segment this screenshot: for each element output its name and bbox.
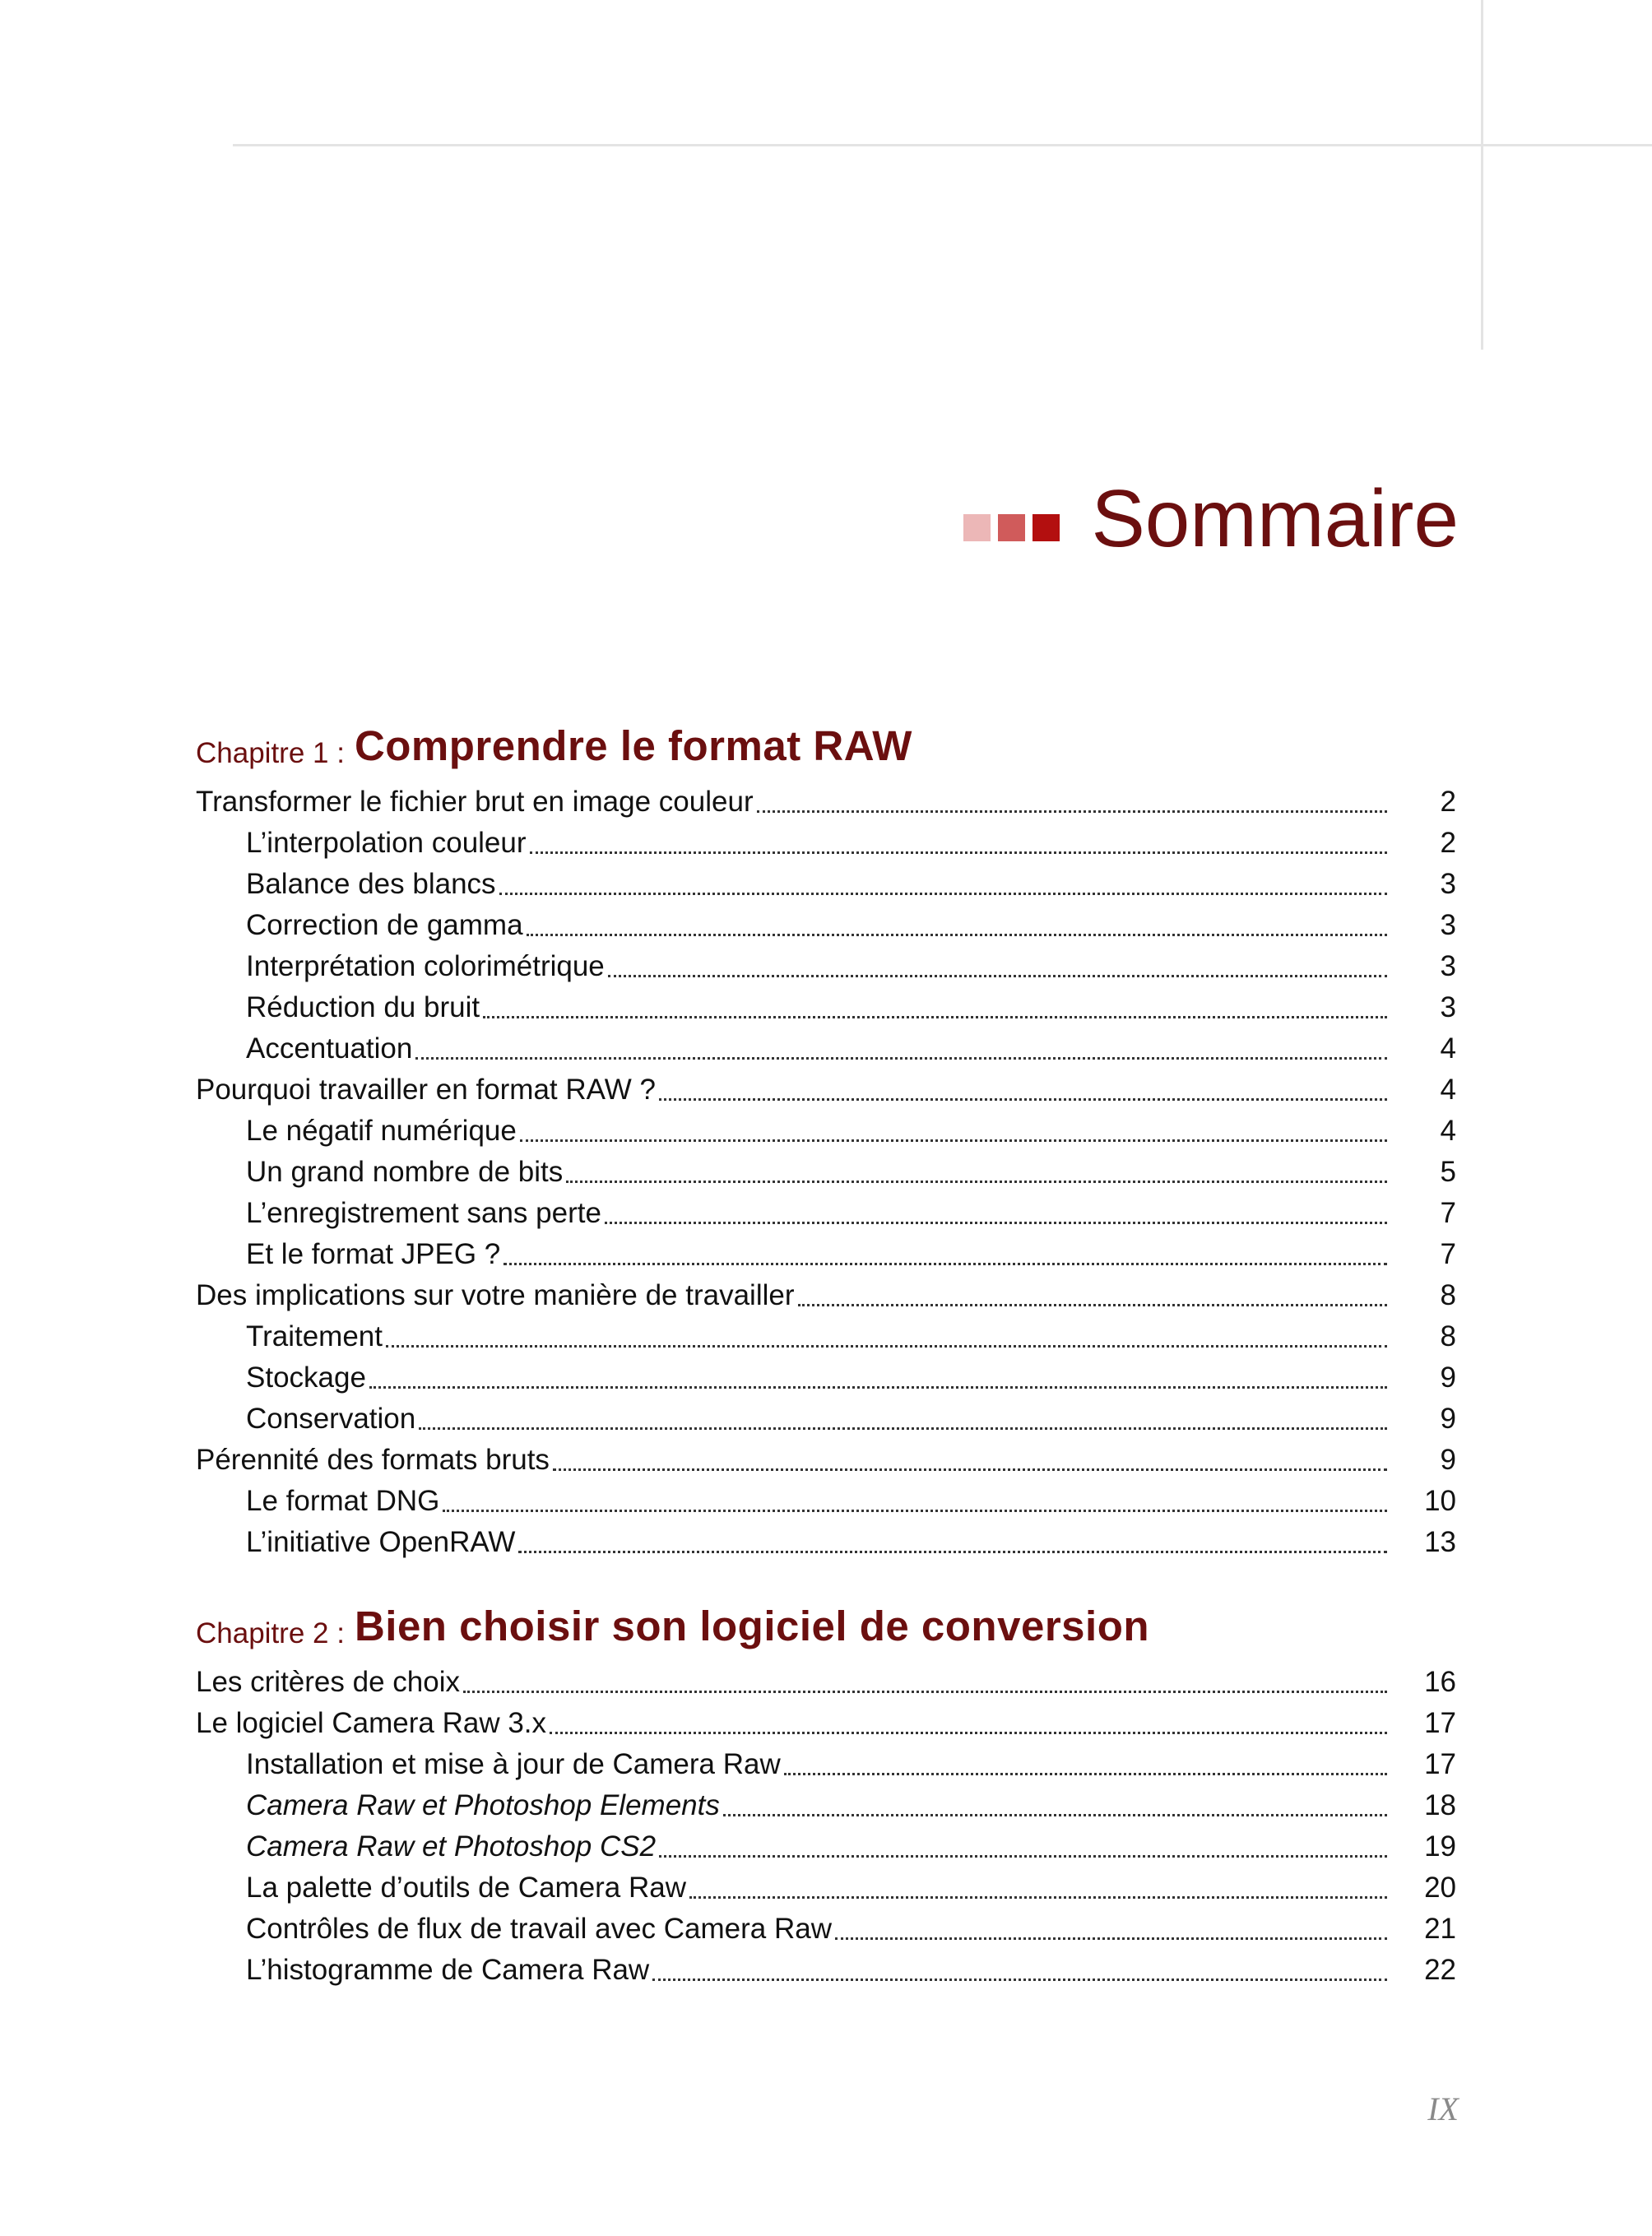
dot-leader	[553, 1468, 1387, 1471]
dot-leader	[689, 1896, 1387, 1899]
toc-entry-title: Conservation	[246, 1403, 416, 1435]
toc-entry-page: 7	[1440, 1238, 1456, 1270]
dot-leader	[757, 810, 1387, 813]
toc-entry-title: L’interpolation couleur	[246, 827, 527, 859]
toc-entry-page: 2	[1440, 786, 1456, 818]
dot-leader	[443, 1510, 1387, 1512]
toc-entry-title: Stockage	[246, 1362, 366, 1394]
chapter-label: Chapitre 2 :	[196, 1617, 345, 1649]
toc-entry-title: Camera Raw et Photoshop CS2	[246, 1830, 657, 1863]
toc-entry-title: Réduction du bruit	[246, 991, 480, 1023]
toc-entry-page: 9	[1440, 1362, 1456, 1394]
toc-entry-title: Le négatif numérique	[246, 1115, 517, 1147]
dot-leader	[503, 1263, 1387, 1265]
toc-entry-title: La palette d’outils de Camera Raw	[246, 1872, 687, 1904]
dot-leader	[608, 975, 1387, 977]
toc-entry-title: Pérennité des formats bruts	[196, 1444, 550, 1476]
toc-entry[interactable]	[196, 1028, 1456, 1069]
toc-entry-page: 19	[1424, 1830, 1456, 1863]
dot-leader	[520, 1139, 1387, 1142]
decorative-squares	[963, 514, 1060, 541]
toc-entry-title: Des implications sur votre manière de travailler	[196, 1279, 795, 1311]
toc-entry[interactable]	[196, 987, 1456, 1028]
dot-leader	[652, 1979, 1387, 1981]
chapter-heading	[196, 716, 1456, 782]
toc-entry[interactable]	[196, 1785, 1456, 1826]
toc-entry[interactable]	[196, 782, 1456, 823]
toc-entry-page: 9	[1440, 1403, 1456, 1435]
toc-entry[interactable]	[196, 946, 1456, 987]
dot-leader	[566, 1181, 1387, 1183]
toc-entry-page: 3	[1440, 909, 1456, 941]
toc-entry[interactable]	[196, 1193, 1456, 1234]
toc-entry-title: Le logiciel Camera Raw 3.x	[196, 1707, 547, 1739]
page-title: Sommaire	[1091, 473, 1459, 564]
title-block	[963, 473, 1459, 564]
dot-leader	[518, 1551, 1387, 1553]
toc-entry[interactable]	[196, 1950, 1456, 1991]
toc-entry[interactable]	[196, 1440, 1456, 1481]
toc-entry-title: Correction de gamma	[246, 909, 523, 941]
toc-entry[interactable]	[196, 1522, 1456, 1563]
toc-entry-title: Pourquoi travailler en format RAW ?	[196, 1074, 656, 1106]
toc-entry-page: 5	[1440, 1156, 1456, 1188]
dot-leader	[605, 1222, 1387, 1224]
square-dark-icon	[1032, 514, 1060, 541]
toc-entry-page: 18	[1424, 1789, 1456, 1821]
toc-entry-title: Un grand nombre de bits	[246, 1156, 564, 1188]
chapter-title: Comprendre le format RAW	[354, 722, 912, 769]
toc-entry[interactable]	[196, 1111, 1456, 1152]
toc-entry-title: L’enregistrement sans perte	[246, 1197, 601, 1229]
toc-entry-title: Et le format JPEG ?	[246, 1238, 501, 1270]
toc-entry-title: Transformer le fichier brut en image couleur	[196, 786, 754, 818]
square-light-icon	[963, 514, 991, 541]
page-number: IX	[1427, 2090, 1459, 2127]
toc-entry-page: 10	[1424, 1485, 1456, 1517]
toc-entry[interactable]	[196, 1826, 1456, 1867]
dot-leader	[784, 1773, 1387, 1775]
toc-entry-title: Contrôles de flux de travail avec Camera Raw	[246, 1913, 832, 1945]
toc-entry[interactable]	[196, 1234, 1456, 1275]
dot-leader	[723, 1814, 1387, 1816]
toc-entry-page: 7	[1440, 1197, 1456, 1229]
toc-entry-page: 16	[1424, 1666, 1456, 1698]
toc-entry[interactable]	[196, 1357, 1456, 1399]
corner-rule	[1481, 0, 1483, 350]
toc-entry[interactable]	[196, 1316, 1456, 1357]
dot-leader	[530, 851, 1387, 854]
toc-entry[interactable]	[196, 1152, 1456, 1193]
toc-entry-page: 22	[1424, 1954, 1456, 1986]
dot-leader	[835, 1937, 1387, 1940]
toc-entry[interactable]	[196, 1703, 1456, 1744]
dot-leader	[483, 1016, 1387, 1018]
dot-leader	[659, 1098, 1387, 1101]
toc-entry-page: 17	[1424, 1707, 1456, 1739]
dot-leader	[386, 1345, 1387, 1348]
toc-entry[interactable]	[196, 1662, 1456, 1703]
dot-leader	[798, 1304, 1388, 1306]
toc-entry-page: 21	[1424, 1913, 1456, 1945]
toc-entry-title: Camera Raw et Photoshop Elements	[246, 1789, 720, 1821]
toc-entry[interactable]	[196, 1481, 1456, 1522]
dot-leader	[550, 1732, 1387, 1734]
toc-entry[interactable]	[196, 1867, 1456, 1909]
toc-entry-page: 8	[1440, 1320, 1456, 1352]
dot-leader	[499, 893, 1387, 895]
toc-entry-page: 4	[1440, 1115, 1456, 1147]
dot-leader	[415, 1057, 1387, 1060]
toc-entry[interactable]	[196, 1275, 1456, 1316]
toc-entry-title: Installation et mise à jour de Camera Raw	[246, 1748, 781, 1780]
toc-entry-page: 2	[1440, 827, 1456, 859]
dot-leader	[463, 1691, 1387, 1693]
table-of-contents	[196, 716, 1456, 1991]
toc-entry-page: 17	[1424, 1748, 1456, 1780]
toc-entry-page: 3	[1440, 991, 1456, 1023]
toc-entry-title: Le format DNG	[246, 1485, 440, 1517]
dot-leader	[659, 1855, 1387, 1858]
toc-entry[interactable]	[196, 1909, 1456, 1950]
toc-entry[interactable]	[196, 823, 1456, 864]
toc-entry-page: 20	[1424, 1872, 1456, 1904]
toc-entry-title: L’histogramme de Camera Raw	[246, 1954, 650, 1986]
toc-entry-title: Balance des blancs	[246, 868, 496, 900]
toc-entry-page: 8	[1440, 1279, 1456, 1311]
chapter-title: Bien choisir son logiciel de conversion	[354, 1603, 1150, 1649]
toc-entry[interactable]	[196, 905, 1456, 946]
square-mid-icon	[998, 514, 1025, 541]
toc-entry[interactable]	[196, 1744, 1456, 1785]
toc-entry-page: 4	[1440, 1032, 1456, 1065]
toc-entry[interactable]	[196, 864, 1456, 905]
toc-entry-title: L’initiative OpenRAW	[246, 1526, 516, 1558]
chapter-heading	[196, 1596, 1456, 1662]
toc-entry-title: Les critères de choix	[196, 1666, 460, 1698]
toc-entry-page: 3	[1440, 868, 1456, 900]
toc-entry-page: 9	[1440, 1444, 1456, 1476]
toc-entry-title: Traitement	[246, 1320, 383, 1352]
toc-entry-page: 13	[1424, 1526, 1456, 1558]
dot-leader	[369, 1386, 1387, 1389]
dot-leader	[527, 934, 1387, 936]
toc-entry[interactable]	[196, 1069, 1456, 1111]
toc-entry-title: Interprétation colorimétrique	[246, 950, 605, 982]
chapter-label: Chapitre 1 :	[196, 737, 345, 769]
toc-entry-page: 4	[1440, 1074, 1456, 1106]
toc-entry[interactable]	[196, 1399, 1456, 1440]
top-rule	[233, 144, 1652, 146]
dot-leader	[419, 1427, 1387, 1430]
toc-entry-page: 3	[1440, 950, 1456, 982]
toc-entry-title: Accentuation	[246, 1032, 413, 1065]
